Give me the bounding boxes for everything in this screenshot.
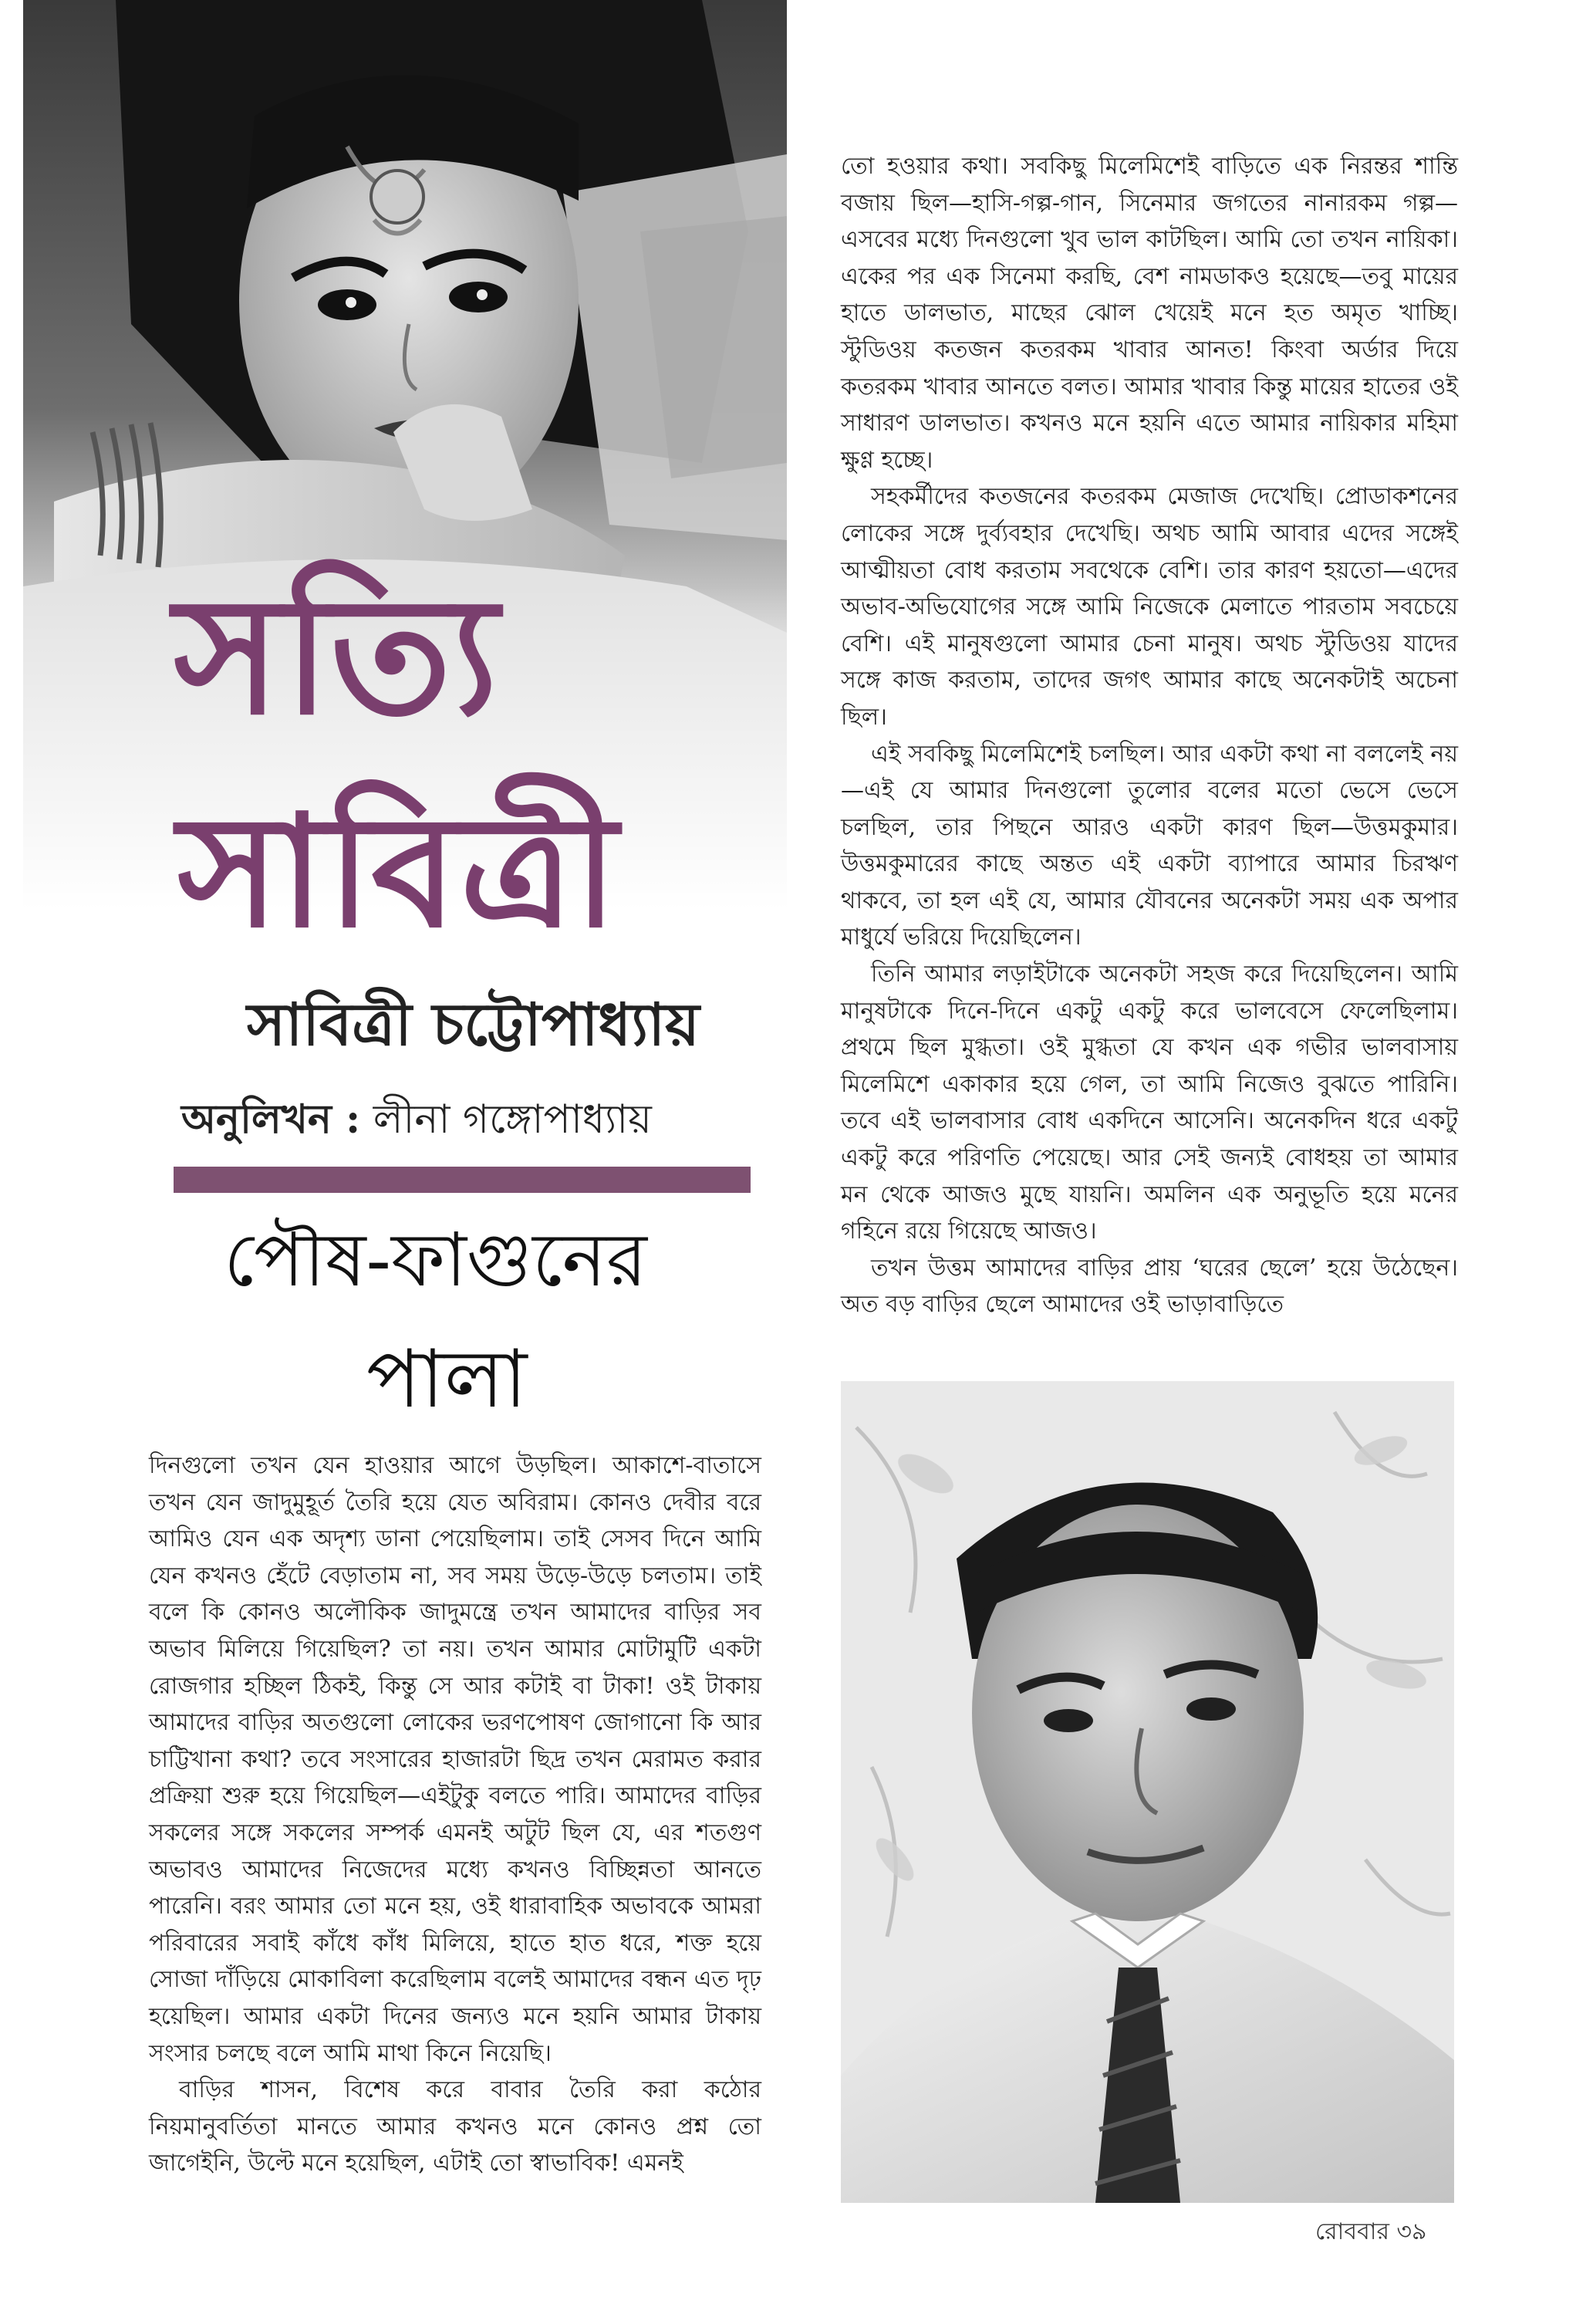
- body-paragraph: তিনি আমার লড়াইটাকে অনেকটা সহজ করে দিয়েছিলেন। আমি মানুষটাকে দিনে-দিনে একটু একটু করে ভালবেসে ফেলেছিলাম। প্রথমে ছিল মুগ্ধতা। ওই মুগ্ধতা যে কখন এক গভীর ভালবাসায় মিলেমিশে একাকার হয়ে গেল, তা আমি নিজেও বুঝতে পারিনি। তবে এই ভালবাসার বোধ একদিনে আসেনি। অনেকদিন ধরে একটু একটু করে পরিণতি পেয়েছে। আর সেই জন্যই বোধহয় তা আমার মন থেকে আজও মুছে যায়নি। অমলিন এক অনুভূতি হয়ে মনের গহিনে রয়ে গিয়েছে আজও।: [841, 961, 1458, 1245]
- title-divider-bar: [174, 1167, 751, 1193]
- article-title-line-1: সত্যি: [174, 560, 502, 751]
- actor-portrait-illustration: [841, 1381, 1454, 2203]
- body-column-right: [841, 148, 1458, 1323]
- page-footer: রোববার ৩৯: [1315, 2218, 1427, 2245]
- body-paragraph: বাড়ির শাসন, বিশেষ করে বাবার তৈরি করা কঠোর নিয়মানুবর্তিতা মানতে আমার কখনও মনে কোনও প্রশ্ন তো জাগেইনি, উল্টে মনে হয়েছিল, এটাই তো স্বাভাবিক! এমনই: [149, 2076, 761, 2177]
- body-paragraph: এই সবকিছু মিলেমিশেই চলছিল। আর একটা কথা না বললেই নয়—এই যে আমার দিনগুলো তুলোর বলের মতো ভেসে ভেসে চলছিল, তার পিছনে আরও একটা কারণ ছিল—উত্তমকুমার। উত্তমকুমারের কাছে অন্তত এই একটা ব্যাপারে আমার চিরঋণ থাকবে, তা হল এই যে, আমার যৌবনের অনেকটা সময় এক অপার মাধুর্যে ভরিয়ে দিয়েছিলেন।: [841, 740, 1458, 951]
- actor-portrait-photo: [841, 1381, 1454, 2203]
- body-column-left: [149, 1447, 761, 2182]
- author-name: সাবিত্রী চট্টোপাধ্যায়: [247, 990, 700, 1059]
- article-title-line-2: সাবিত্রী: [177, 781, 621, 962]
- translator-name: লীনা গঙ্গোপাধ্যায়: [373, 1096, 652, 1143]
- actress-portrait-illustration: [23, 0, 787, 910]
- body-paragraph: সহকর্মীদের কতজনের কতরকম মেজাজ দেখেছি। প্রোডাকশনের লোকের সঙ্গে দুর্ব্যবহার দেখেছি। অথচ আমি আবার এদের সঙ্গেই আত্মীয়তা বোধ করতাম সবথেকে বেশি। তার কারণ হয়তো—এদের অভাব-অভিযোগের সঙ্গে আমি নিজেকে মেলাতে পারতাম সবচেয়ে বেশি। এই মানুষগুলো আমার চেনা মানুষ। অথচ স্টুডিওয় যাদের সঙ্গে কাজ করতাম, তাদের জগৎ আমার কাছে অনেকটাই অচেনা ছিল।: [841, 483, 1458, 731]
- body-paragraph: তো হওয়ার কথা। সবকিছু মিলেমিশেই বাড়িতে এক নিরন্তর শান্তি বজায় ছিল—হাসি-গল্প-গান, সিনেমার জগতের নানারকম গল্প—এসবের মধ্যে দিনগুলো খুব ভাল কাটছিল। আমি তো তখন নায়িকা। একের পর এক সিনেমা করছি, বেশ নামডাকও হয়েছে—তবু মায়ের হাতে ডালভাত, মাছের ঝোল খেয়েই মনে হত অমৃত খাচ্ছি। স্টুডিওয় কতজন কতরকম খাবার আনত! কিংবা অর্ডার দিয়ে কতরকম খাবার আনতে বলত। আমার খাবার কিন্তু মায়ের হাতের ওই সাধারণ ডালভাত। কখনও মনে হয়নি এতে আমার নায়িকার মহিমা ক্ষুণ্ণ হচ্ছে।: [841, 153, 1458, 474]
- section-subtitle-line-1: পৌষ-ফাগুনের: [224, 1217, 647, 1303]
- translator-credit: [181, 1096, 652, 1143]
- actress-portrait-photo: [23, 0, 787, 910]
- body-paragraph: দিনগুলো তখন যেন হাওয়ার আগে উড়ছিল। আকাশে-বাতাসে তখন যেন জাদুমুহূর্ত তৈরি হয়ে যেত অবিরাম। কোনও দেবীর বরে আমিও যেন এক অদৃশ্য ডানা পেয়েছিলাম। তাই সেসব দিনে আমি যেন কখনও হেঁটে বেড়াতাম না, সব সময় উড়ে-উড়ে চলতাম। তাই বলে কি কোনও অলৌকিক জাদুমন্ত্রে তখন আমাদের বাড়ির সব অভাব মিলিয়ে গিয়েছিল? তা নয়। তখন আমার মোটামুটি একটা রোজগার হচ্ছিল ঠিকই, কিন্তু সে আর কটাই বা টাকা! ওই টাকায় আমাদের বাড়ির অতগুলো লোকের ভরণপোষণ জোগানো কি আর চাট্টিখানা কথা? তবে সংসারের হাজারটা ছিদ্র তখন মেরামত করার প্রক্রিয়া শুরু হয়ে গিয়েছিল—এইটুকু বলতে পারি। আমাদের বাড়ির সকলের সঙ্গে সকলের সম্পর্ক এমনই অটুট ছিল যে, এর শতগুণ অভাবও আমাদের নিজেদের মধ্যে কখনও বিচ্ছিন্নতা আনতে পারেনি। বরং আমার তো মনে হয়, ওই ধারাবাহিক অভাবকে আমরা পরিবারের সবাই কাঁধে কাঁধ মিলিয়ে, হাতে হাত ধরে, শক্ত হয়ে সোজা দাঁড়িয়ে মোকাবিলা করেছিলাম বলেই আমাদের বন্ধন এত দৃঢ় হয়েছিল। আমার একটা দিনের জন্যও মনে হয়নি আমার টাকায় সংসার চলছে বলে আমি মাথা কিনে নিয়েছি।: [149, 1452, 761, 2067]
- section-subtitle-line-2: পালা: [366, 1332, 528, 1426]
- translator-label: অনুলিখন :: [181, 1096, 361, 1143]
- body-paragraph: তখন উত্তম আমাদের বাড়ির প্রায় ‘ঘরের ছেলে’ হয়ে উঠেছেন। অত বড় বাড়ির ছেলে আমাদের ওই ভাড়াবাড়িতে: [841, 1254, 1458, 1319]
